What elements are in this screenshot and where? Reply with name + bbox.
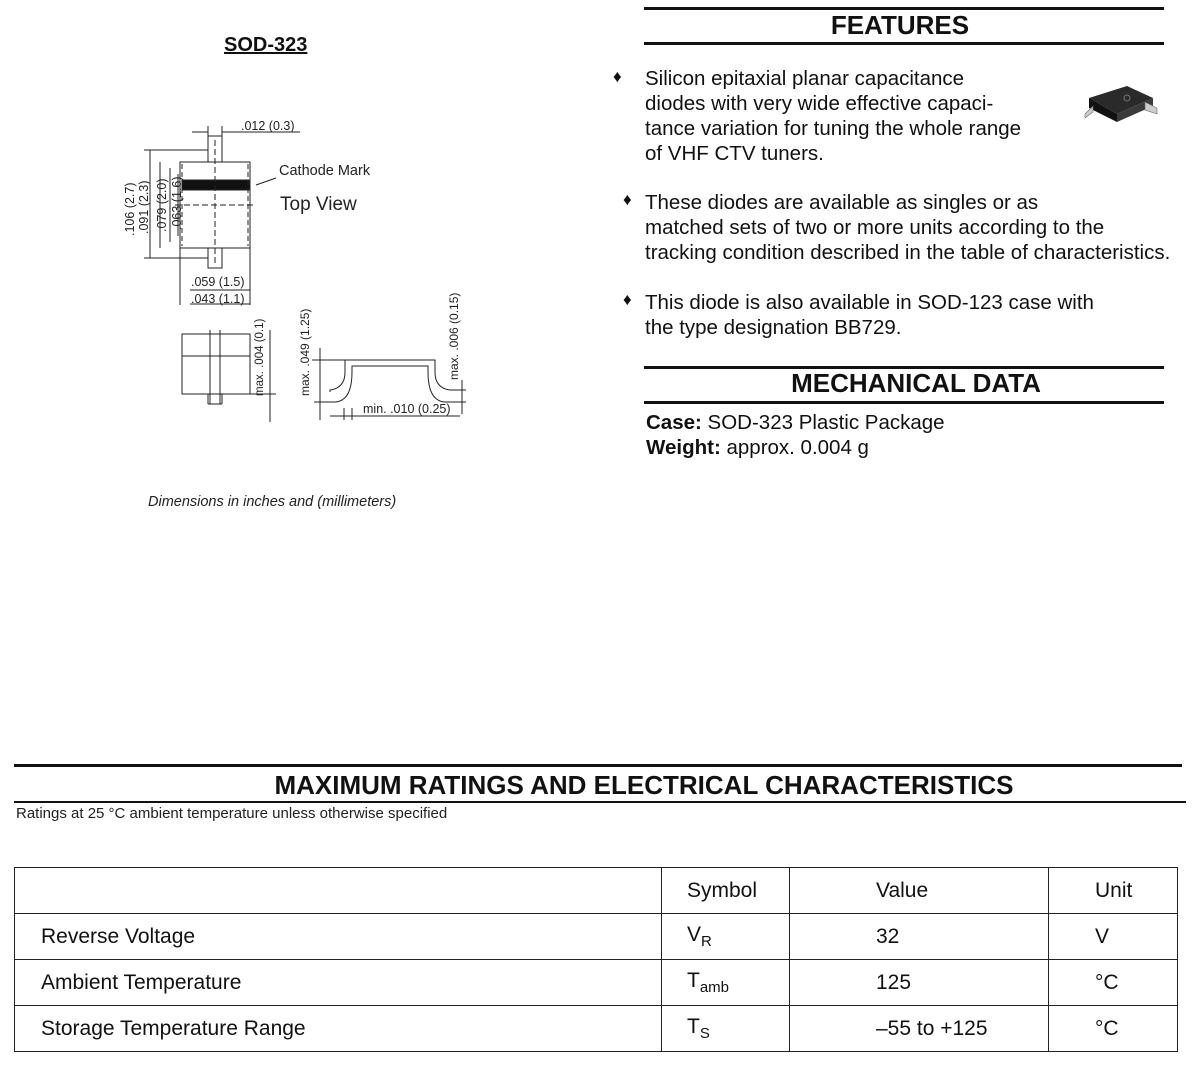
bullet-icon: ♦ <box>623 190 632 209</box>
dimensions-caption: Dimensions in inches and (millimeters) <box>148 494 397 510</box>
feature-line: tracking condition described in the table of characteristics. <box>645 241 1171 264</box>
cathode-mark-label: Cathode Mark <box>279 163 371 179</box>
table-row <box>15 960 1178 1006</box>
top-view-label: Top View <box>280 194 357 215</box>
dim-063: .063 (1.6) <box>170 176 184 230</box>
features-title: FEATURES <box>830 10 970 40</box>
row-symbol: $T_{amb}$ <box>662 960 790 1006</box>
row-symbol: $V_R$ <box>662 914 790 960</box>
mechanical-bottom-rule <box>644 401 1164 404</box>
feature-line: These diodes are available as singles or as <box>645 191 1039 214</box>
diode-package-photo-icon <box>1083 80 1159 132</box>
header-unit: Unit <box>1049 868 1178 914</box>
feature-line: This diode is also available in SOD-123 case with <box>645 291 1094 314</box>
dim-006: max. .006 (0.15) <box>447 292 461 380</box>
row-value: –55 to +125 <box>790 1006 1049 1052</box>
row-unit: °C <box>1049 960 1178 1006</box>
package-outline-drawing <box>0 0 600 480</box>
feature-item-2 <box>645 190 1200 265</box>
feature-line: Silicon epitaxial planar capacitance <box>645 67 965 90</box>
dim-lead-width: .012 (0.3) <box>241 119 295 133</box>
header-symbol: Symbol <box>662 868 790 914</box>
dim-091: .091 (2.3) <box>137 180 151 234</box>
features-bottom-rule <box>644 42 1164 45</box>
row-parameter: Ambient Temperature <box>15 960 662 1006</box>
mechanical-case <box>646 410 945 435</box>
feature-line: diodes with very wide effective capaci- <box>645 92 994 115</box>
dim-079: .079 (2.0) <box>155 178 169 232</box>
case-value: SOD-323 Plastic Package <box>707 411 945 434</box>
table-row <box>15 1006 1178 1052</box>
row-parameter: Reverse Voltage <box>15 914 662 960</box>
table-header-row <box>15 868 1178 914</box>
row-unit: °C <box>1049 1006 1178 1052</box>
ratings-title: MAXIMUM RATINGS AND ELECTRICAL CHARACTERISTICS <box>274 770 1014 800</box>
header-parameter <box>15 868 662 914</box>
dim-043: .043 (1.1) <box>191 292 245 306</box>
bullet-icon: ♦ <box>623 290 632 309</box>
feature-line: tance variation for tuning the whole range <box>645 117 1022 140</box>
case-label: Case: <box>646 411 702 434</box>
row-value: 125 <box>790 960 1049 1006</box>
ratings-bottom-rule <box>14 801 1186 803</box>
feature-item-1 <box>645 66 1070 166</box>
package-title: SOD-323 <box>224 34 308 56</box>
feature-line: matched sets of two or more units according to the <box>645 216 1105 239</box>
ratings-table <box>14 867 1178 1052</box>
ratings-note: Ratings at 25 °C ambient temperature unless otherwise specified <box>16 805 448 822</box>
dim-106: .106 (2.7) <box>123 182 137 236</box>
bullet-icon: ♦ <box>613 67 622 86</box>
weight-value: approx. 0.004 g <box>726 436 869 459</box>
ratings-top-rule <box>14 764 1182 767</box>
dim-049: max. .049 (1.25) <box>298 308 312 396</box>
feature-item-3 <box>645 290 1185 340</box>
feature-line: the type designation BB729. <box>645 316 902 339</box>
mechanical-title: MECHANICAL DATA <box>791 368 1041 398</box>
row-parameter: Storage Temperature Range <box>15 1006 662 1052</box>
dim-010: min. .010 (0.25) <box>363 402 451 416</box>
dim-059: .059 (1.5) <box>191 275 245 289</box>
row-value: 32 <box>790 914 1049 960</box>
weight-label: Weight: <box>646 436 721 459</box>
feature-line: of VHF CTV tuners. <box>645 142 824 165</box>
row-unit: V <box>1049 914 1178 960</box>
header-value: Value <box>790 868 1049 914</box>
row-symbol: $T_S$ <box>662 1006 790 1052</box>
dim-004: max. .004 (0.1) <box>254 318 266 396</box>
table-row <box>15 914 1178 960</box>
mechanical-weight <box>646 435 869 460</box>
